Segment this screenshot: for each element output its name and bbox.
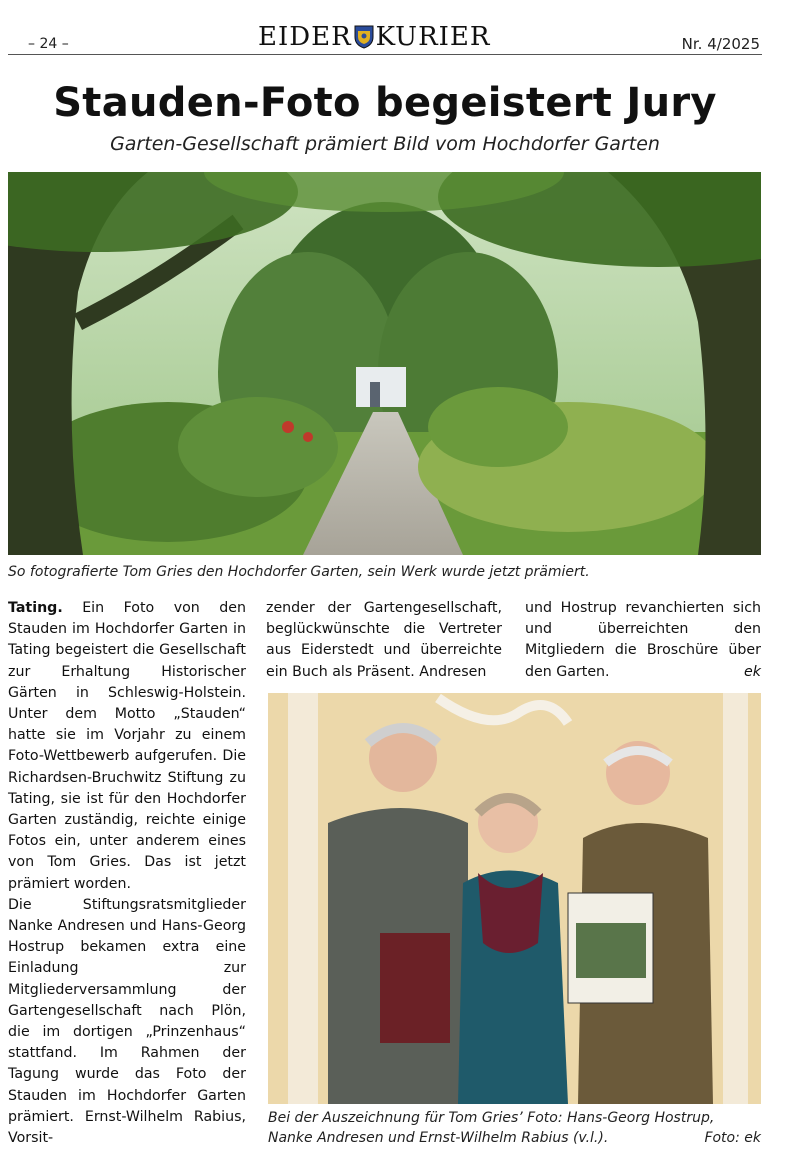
headline: Stauden-Foto begeistert Jury xyxy=(53,80,717,126)
dateline: Tating. xyxy=(8,600,63,616)
award-photo xyxy=(268,693,761,1104)
page-number: – 24 – xyxy=(28,36,69,52)
paragraph xyxy=(8,598,246,895)
article-column-2 xyxy=(266,598,502,683)
award-photo-caption xyxy=(268,1108,761,1148)
photo-credit: Foto: ek xyxy=(704,1130,761,1146)
masthead-right: KURIER xyxy=(375,22,491,52)
crest-icon xyxy=(354,25,374,49)
article-column-3 xyxy=(525,598,761,683)
paragraph xyxy=(525,598,761,683)
paragraph: Die Stiftungsratsmitglieder Nanke Andresen und Hans-Georg Hostrup bekamen extra eine Einladung zur Mitgliederversammlung der Gartengesellschaft nach Plön, die im dortigen „Prinzenhaus“ stattfand. Im Rahmen der Tagung wurde das Foto der Stauden im Hochdorfer Garten prämiert. Ernst-Wilhelm Rabius, Vorsit- xyxy=(8,896,246,1147)
article-column-1 xyxy=(8,598,246,1149)
caption-text: Bei der Auszeichnung für Tom Gries’ Foto: Hans-Georg Hostrup, Nanke Andresen und Ernst-Wilhelm Rabius (v.l.). xyxy=(268,1110,715,1146)
garden-photo xyxy=(8,172,761,555)
paragraph-text: Ein Foto von den Stauden im Hochdorfer Garten in Tating begeistert die Gesellschaft zur Erhaltung Historischer Gärten in Schleswig-Holstein. Unter dem Motto „Stauden“ hatte sie im Vorjahr zu einem Foto-Wettbewerb aufgerufen. Die Richardsen-Bruchwitz Stiftung zu Tating, sie ist für den Hochdorfer Garten zuständig, reichte einige Fotos ein, unter anderem eines von Tom Gries. Das ist jetzt prämiert worden. xyxy=(8,600,246,892)
header-rule xyxy=(8,54,762,55)
photo-caption: So fotografierte Tom Gries den Hochdorfer Garten, sein Werk wurde jetzt prämiert. xyxy=(8,564,590,580)
masthead xyxy=(258,22,490,52)
issue-number: Nr. 4/2025 xyxy=(681,35,760,53)
paragraph: zender der Gartengesellschaft, beglückwünschte die Vertreter aus Eiderstedt und überreichte ein Buch als Präsent. Andresen xyxy=(266,600,502,680)
subheadline: Garten-Gesellschaft prämiert Bild vom Hochdorfer Garten xyxy=(110,133,660,155)
author-signature: ek xyxy=(744,663,761,680)
masthead-left: EIDER xyxy=(258,22,352,52)
paragraph-text: und Hostrup revanchierten sich und überreichten den Mitgliedern die Broschüre über den Garten. xyxy=(525,600,761,680)
